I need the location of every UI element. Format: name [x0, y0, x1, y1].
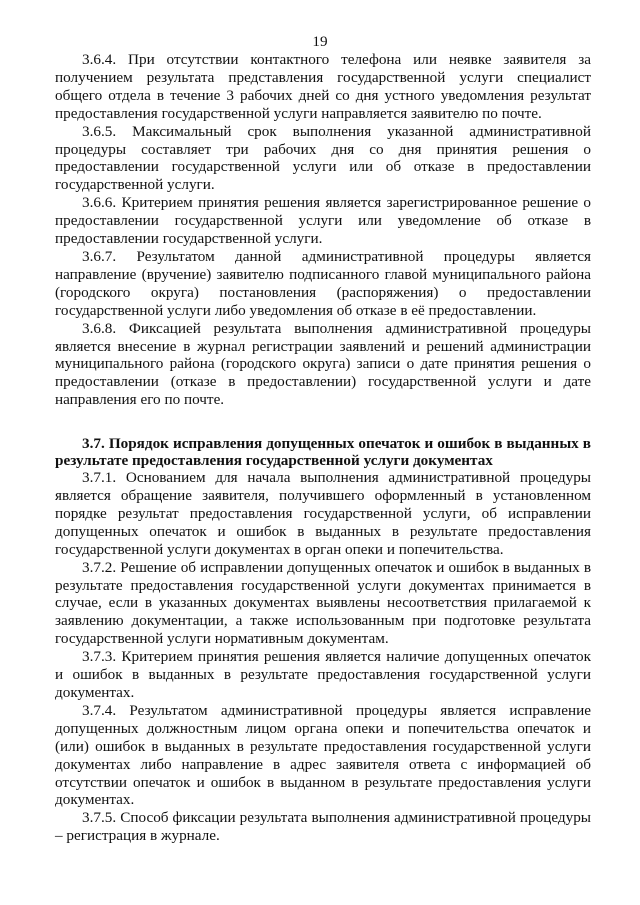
paragraph-3-7-3: 3.7.3. Критерием принятия решения является наличие допущенных опечаток и ошибок в выданных в результате предоставления государственной услуги документах.	[55, 648, 591, 701]
paragraph-3-6-4: 3.6.4. При отсутствии контактного телефона или неявке заявителя за получением результата представления государственной услуги специалист общего отдела в течение 3 рабочих дней со дня устного уведомления результат предоставления государственной услуги направляется заявителю по почте.	[55, 51, 591, 122]
document-body	[55, 51, 591, 845]
paragraph-3-6-7: 3.6.7. Результатом данной административной процедуры является направление (вручение) заявителю подписанного главой муниципального района (городского округа) постановления (распоряжения) о предоставлении государственной услуги либо уведомления об отказе в её предоставлении.	[55, 247, 591, 319]
section-heading-3-7: 3.7. Порядок исправления допущенных опечаток и ошибок в выданных в результате предоставления государственной услуги документах	[55, 435, 591, 470]
page-number: 19	[312, 33, 328, 50]
paragraph-3-7-4: 3.7.4. Результатом административной процедуры является исправление допущенных должностным лицом органа опеки и попечительства опечаток и (или) ошибок в выданных в результате предоставления государственной услуги документах либо направление в адрес заявителя ответа с информацией об отсутствии опечаток и ошибок в выданном в результате предоставления услуги документах.	[55, 701, 591, 809]
paragraph-3-7-5: 3.7.5. Способ фиксации результата выполнения административной процедуры – регистрация в журнале.	[55, 809, 591, 845]
paragraph-3-6-8: 3.6.8. Фиксацией результата выполнения административной процедуры является внесение в журнал регистрации заявлений и решений администрации муниципального района (городского округа) записи о дате принятия решения о предоставлении (отказе в предоставлении) государственной услуги и дате направления его по почте.	[55, 319, 591, 409]
paragraph-3-7-2: 3.7.2. Решение об исправлении допущенных опечаток и ошибок в выданных в результате предоставления государственной услуги документах принимается в случае, если в указанных документах выявлены несоответствия прилагаемой к заявлению документации, а также использованным при подготовке результата государственной услуги нормативным документам.	[55, 558, 591, 648]
paragraph-3-7-1: 3.7.1. Основанием для начала выполнения административной процедуры является обращение заявителя, получившего оформленный в установленном порядке результат предоставления государственной услуги, об исправлении допущенных опечаток и ошибок в выданных в результате предоставления государственной услуги документах в орган опеки и попечительства.	[55, 469, 591, 558]
paragraph-3-6-6: 3.6.6. Критерием принятия решения является зарегистрированное решение о предоставлении государственной услуги или уведомление об отказе в предоставлении государственной услуги.	[55, 194, 591, 248]
paragraph-3-6-5: 3.6.5. Максимальный срок выполнения указанной административной процедуры составляет три рабочих дня со дня принятия решения о предоставлении государственной услуги или об отказе в предоставлении государственной услуги.	[55, 122, 591, 194]
